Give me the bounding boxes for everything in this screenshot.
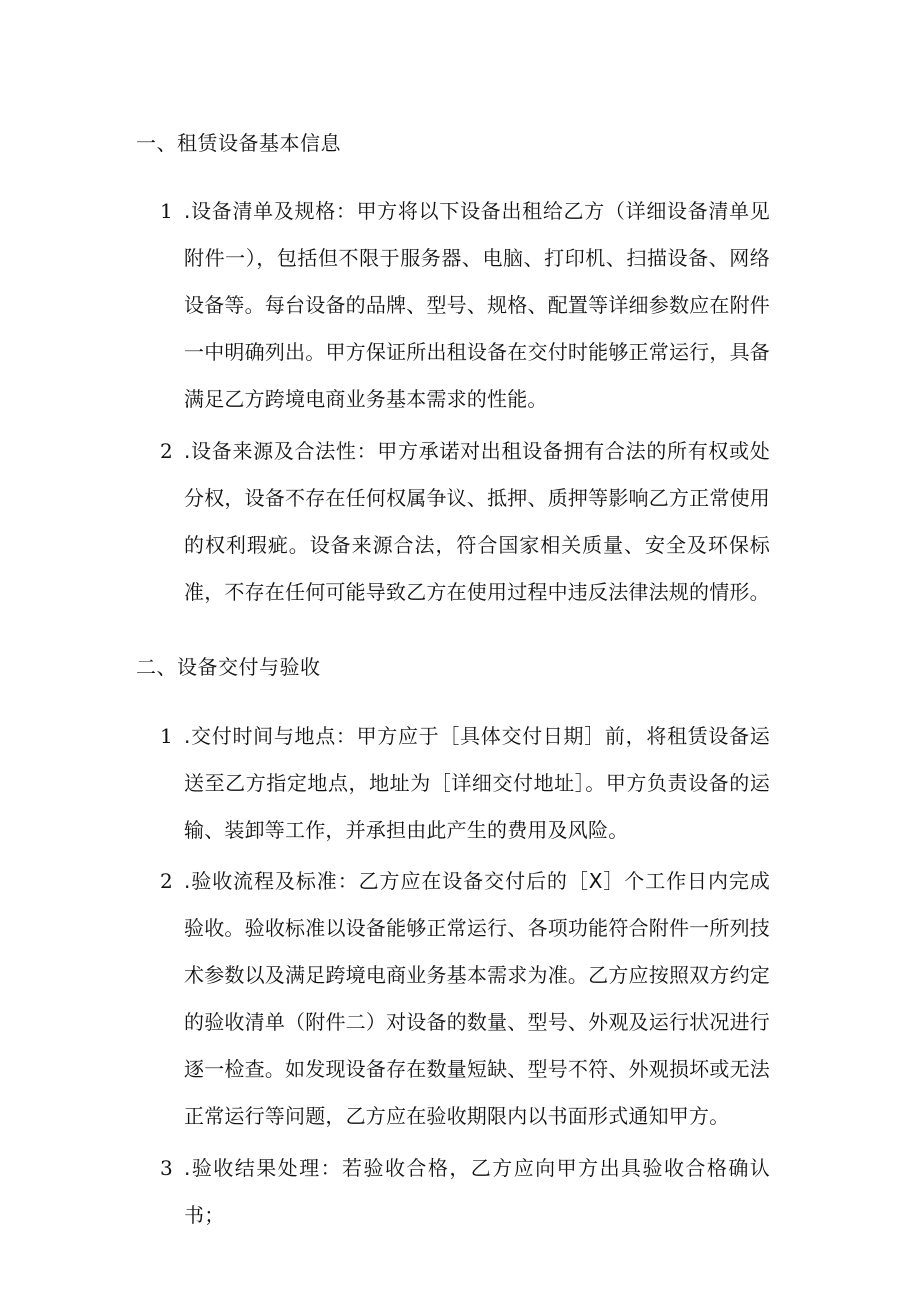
clause-number: 1 <box>160 199 173 223</box>
clause-text: .交付时间与地点：甲方应于［具体交付日期］前，将租赁设备运送至乙方指定地点，地址为［详细交付地址］。甲方负责设备的运输、装卸等工作，并承担由此产生的费用及风险。 <box>184 724 770 842</box>
clause-text: .设备来源及合法性：甲方承诺对出租设备拥有合法的所有权或处分权，设备不存在任何权属争议、抵押、质押等影响乙方正常使用的权利瑕疵。设备来源合法，符合国家相关质量、安全及环保标准，不存在任何可能导致乙方在使用过程中违反法律法规的情形。 <box>184 439 770 604</box>
clause-item <box>136 1145 796 1239</box>
clause-text: .设备清单及规格：甲方将以下设备出租给乙方（详细设备清单见附件一），包括但不限于服务器、电脑、打印机、扫描设备、网络设备等。每台设备的品牌、型号、规格、配置等详细参数应在附件一中明确列出。甲方保证所出租设备在交付时能够正常运行，具备满足乙方跨境电商业务基本需求的性能。 <box>184 199 770 411</box>
clause-number: 2 <box>160 439 173 463</box>
clause-text: .验收流程及标准：乙方应在设备交付后的［X］个工作日内完成验收。验收标准以设备能够正常运行、各项功能符合附件一所列技术参数以及满足跨境电商业务基本需求为准。乙方应按照双方约定的验收清单（附件二）对设备的数量、型号、外观及运行状况进行逐一检查。如发现设备存在数量短缺、型号不符、外观损坏或无法正常运行等问题，乙方应在验收期限内以书面形式通知甲方。 <box>184 869 770 1128</box>
clause-item <box>136 858 796 1140</box>
clause-number: 2 <box>160 869 173 893</box>
clause-item <box>136 428 796 616</box>
clause-number: 1 <box>160 724 173 748</box>
clause-item <box>136 713 796 854</box>
clause-number: 3 <box>160 1156 173 1180</box>
clause-item <box>136 188 796 423</box>
clause-text: .验收结果处理：若验收合格，乙方应向甲方出具验收合格确认书； <box>184 1156 770 1227</box>
section-heading-delivery-acceptance: 二、设备交付与验收 <box>136 655 321 679</box>
section-heading-equipment-info: 一、租赁设备基本信息 <box>136 131 341 155</box>
